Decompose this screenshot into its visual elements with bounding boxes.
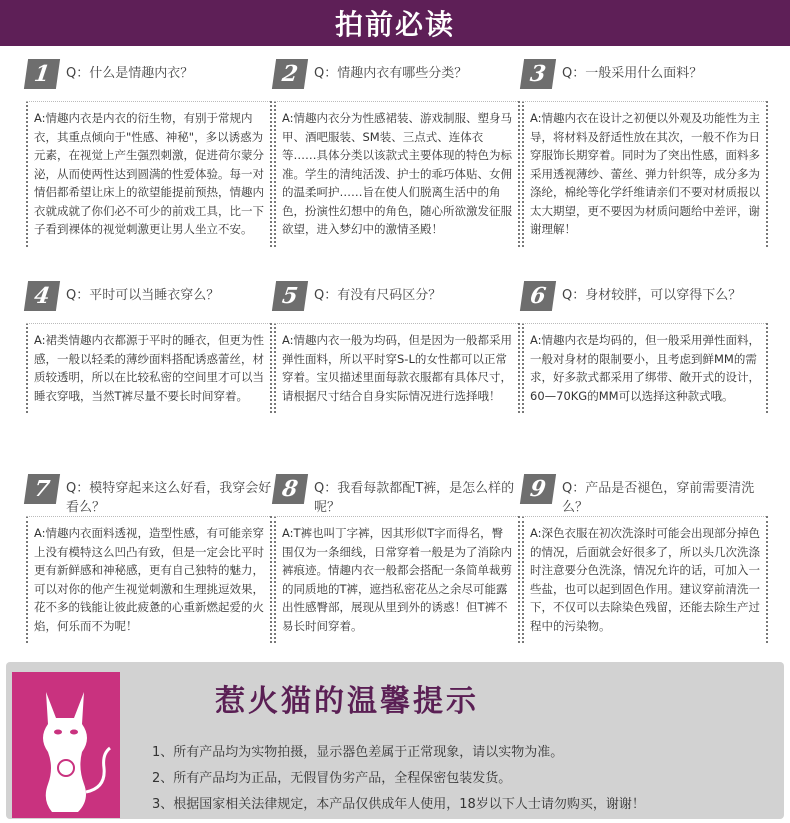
number-badge: 2 <box>272 59 308 89</box>
cat-logo <box>12 672 120 818</box>
faq-question: Q：模特穿起来这么好看，我穿会好看么？ <box>66 481 272 515</box>
number-badge: 3 <box>520 59 556 89</box>
faq-card <box>522 279 768 413</box>
number-badge: 6 <box>520 281 556 311</box>
faq-question: Q：平时可以当睡衣穿么？ <box>66 288 220 303</box>
page-title: 拍前必读 <box>334 8 455 41</box>
faq-answer: A:裙类情趣内衣都源于平时的睡衣，但更为性感，一般以轻柔的薄纱面料搭配诱惑蕾丝，材质较透明，所以在比较私密的空间里才可以当睡衣穿哦，当然T裤尽量不要长时间穿着。 <box>34 333 265 403</box>
faq-card <box>522 472 768 643</box>
faq-card <box>522 57 768 247</box>
number-badge: 9 <box>520 474 556 504</box>
faq-card <box>26 57 272 247</box>
faq-question: Q：我看每款都配T裤，是怎么样的呢？ <box>314 481 515 515</box>
cat-icon <box>12 672 120 818</box>
faq-question: Q：有没有尺码区分？ <box>314 288 442 303</box>
faq-card <box>26 279 272 413</box>
faq-answer: A:T裤也叫丁字裤，因其形似T字而得名，臀围仅为一条细线，日常穿着一般是为了消除内裤痕迹。情趣内衣一般都会搭配一条简单裁剪的同质地的T裤，遮挡私密花丛之余尽可能露出性感臀部，展现从里到外的诱惑！但T裤不易长时间穿着。 <box>282 526 512 633</box>
tip-item: 2、所有产品均为正品，无假冒伪劣产品，全程保密包装发货。 <box>152 771 512 786</box>
number-badge: 1 <box>24 59 60 89</box>
faq-card <box>274 472 520 643</box>
faq-question: Q：一般采用什么面料？ <box>562 66 703 81</box>
faq-answer: A:深色衣服在初次洗涤时可能会出现部分掉色的情况，后面就会好很多了，所以头几次洗涤时注意要分色洗涤，情况允许的话，可加入一些盐，也可以起到固色作用。建议穿前清洗一下，不仅可以去除染色残留，还能去除生产过程中的污染物。 <box>530 526 761 633</box>
faq-question: Q：情趣内衣有哪些分类？ <box>314 66 468 81</box>
faq-answer: A:情趣内衣分为性感裙装、游戏制服、塑身马甲、酒吧服装、SM装、三点式、连体衣等……具体分类以该款式主要体现的特色为标准。学生的清纯活泼、护士的乖巧体贴、女佣的温柔呵护……旨在使人们脱离生活中的角色，扮演性幻想中的角色，随心所欲激发征服欲望，进入梦幻中的激情圣殿！ <box>282 111 513 236</box>
faq-question: Q：什么是情趣内衣？ <box>66 66 194 81</box>
number-badge: 5 <box>272 281 308 311</box>
faq-answer: A:情趣内衣在设计之初便以外观及功能性为主导，将材料及舒适性放在其次，一般不作为日穿服饰长期穿着。同时为了突出性感，面料多采用透视薄纱、蕾丝、弹力针织等，成分多为涤纶，棉纶等化学纤维请亲们不要对材质报以太大期望，更不要因为材质问题给中差评，谢谢理解！ <box>530 111 761 236</box>
faq-question: Q：身材较胖，可以穿得下么？ <box>562 288 742 303</box>
faq-answer: A:情趣内衣面料透视，造型性感，有可能亲穿上没有模特这么凹凸有致，但是一定会比平时更有新鲜感和神秘感，更有自己独特的魅力，可以对你的他产生视觉刺激和生理挑逗效果，花不多的钱能让彼此疲惫的心重新燃起爱的火焰，何乐而不为呢！ <box>34 526 265 633</box>
tip-item: 3、根据国家相关法律规定，本产品仅供成年人使用，18岁以下人士请勿购买，谢谢！ <box>152 797 645 812</box>
number-badge: 4 <box>24 281 60 311</box>
faq-card <box>274 57 520 247</box>
faq-answer: A:情趣内衣是均码的，但一般采用弹性面料，一般对身材的限制要小，且考虑到鲜MM的需求，好多款式都采用了绑带、敞开式的设计，60—70KG的MM可以选择这种款式哦。 <box>530 333 761 403</box>
number-badge: 7 <box>24 474 60 504</box>
faq-question: Q：产品是否褪色，穿前需要清洗么？ <box>562 481 755 515</box>
faq-answer: A:情趣内衣一般为均码，但是因为一般都采用弹性面料，所以平时穿S-L的女性都可以正常穿着。宝贝描述里面每款衣服都有具体尺寸，请根据尺寸结合自身实际情况进行选择哦！ <box>282 333 513 403</box>
tips-title: 惹火猫的温馨提示 <box>215 684 479 719</box>
faq-card <box>274 279 520 413</box>
tip-item: 1、所有产品均为实物拍摄，显示器色差属于正常现象，请以实物为准。 <box>152 745 564 760</box>
faq-answer: A:情趣内衣是内衣的衍生物，有别于常规内衣，其重点倾向于"性感、神秘"，多以诱惑为元素，在视觉上产生强烈刺激，促进荷尔蒙分泌，从而使两性达到圆满的性爱体验。每一对情侣都希望让床上的欲望能提前预热，情趣内衣就成就了你们必不可少的前戏工具，比一下子看到裸体的视觉刺激更让男人坐立不安。 <box>34 111 264 236</box>
faq-card <box>26 472 272 643</box>
number-badge: 8 <box>272 474 308 504</box>
